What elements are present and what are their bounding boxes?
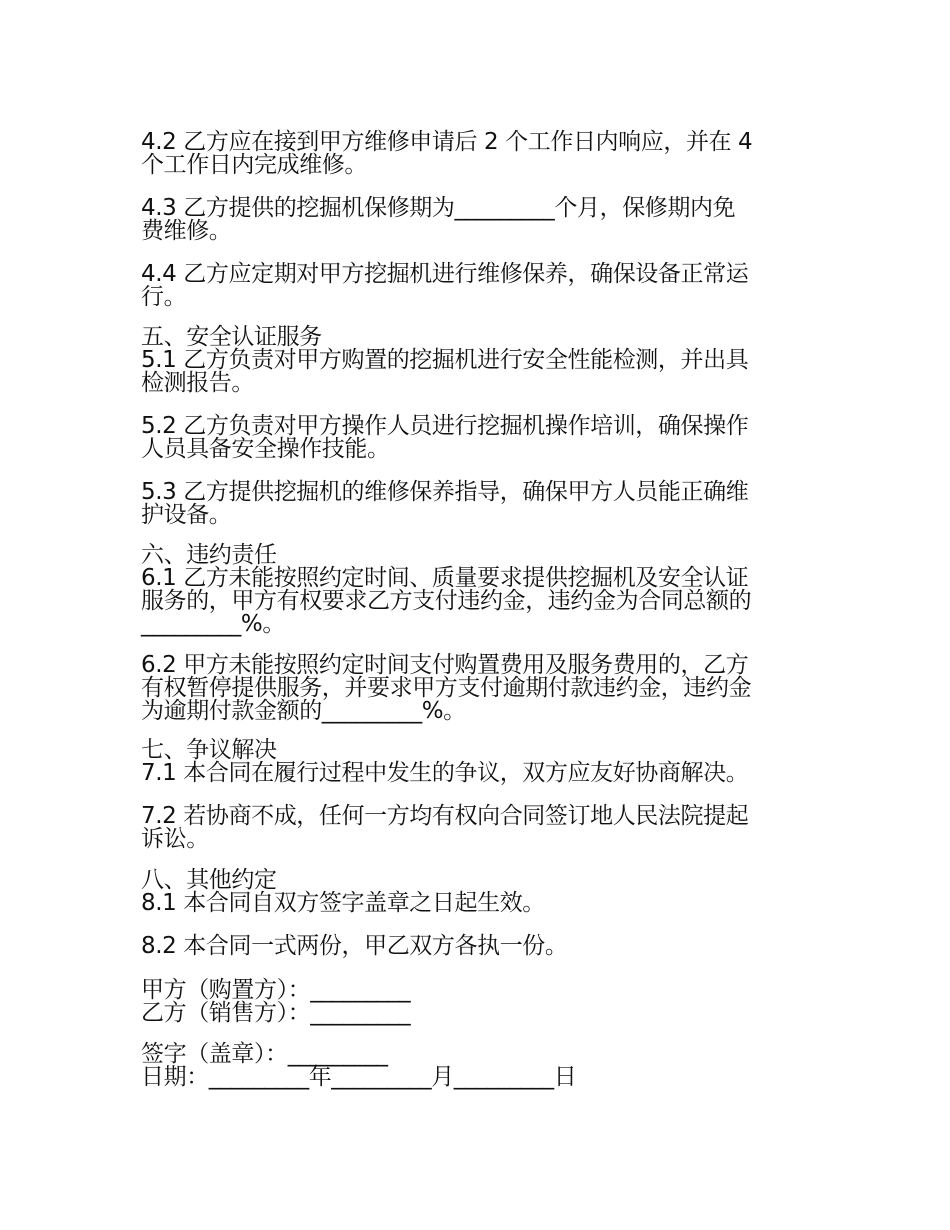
clause-4-4-line-1: 4.4 乙方应定期对甲方挖掘机进行维修保养，确保设备正常运 (141, 261, 749, 287)
section-heading-7: 七、争议解决 (141, 737, 277, 763)
clause-8-2: 8.2 本合同一式两份，甲乙双方各执一份。 (141, 933, 568, 959)
clause-7-2-line-2: 诉讼。 (141, 826, 209, 852)
clause-4-4-line-2: 行。 (141, 284, 187, 310)
date-line: 日期：_________年_________月_________日 (141, 1064, 577, 1090)
clause-6-1-line-2: 服务的，甲方有权要求乙方支付违约金，违约金为合同总额的 (141, 588, 752, 614)
party-a-signature-line: 甲方（购置方）：_________ (141, 977, 411, 1003)
clause-4-2-line-1: 4.2 乙方应在接到甲方维修申请后 2 个工作日内响应，并在 4 (141, 129, 753, 155)
section-heading-6: 六、违约责任 (141, 542, 277, 568)
clause-5-1-line-1: 5.1 乙方负责对甲方购置的挖掘机进行安全性能检测，并出具 (141, 347, 749, 373)
clause-5-1-line-2: 检测报告。 (141, 370, 255, 396)
clause-6-1-line-1: 6.1 乙方未能按照约定时间、质量要求提供挖掘机及安全认证 (141, 565, 749, 591)
clause-6-2-line-1: 6.2 甲方未能按照约定时间支付购置费用及服务费用的，乙方 (141, 652, 749, 678)
party-b-signature-line: 乙方（销售方）：_________ (141, 1000, 411, 1026)
signature-seal-line: 签字（盖章）：_________ (141, 1041, 388, 1067)
section-heading-5: 五、安全认证服务 (141, 324, 322, 350)
clause-5-2-line-1: 5.2 乙方负责对甲方操作人员进行挖掘机操作培训，确保操作 (141, 413, 749, 439)
clause-6-1-line-3: _________%。 (141, 611, 285, 637)
clause-6-2-line-2: 有权暂停提供服务，并要求甲方支付逾期付款违约金，违约金 (141, 675, 752, 701)
section-heading-8: 八、其他约定 (141, 867, 277, 893)
clause-4-2-line-2: 个工作日内完成维修。 (141, 152, 368, 178)
clause-4-3-line-1: 4.3 乙方提供的挖掘机保修期为_________个月，保修期内免 (141, 195, 736, 221)
clause-6-2-line-3: 为逾期付款金额的_________%。 (141, 698, 466, 724)
clause-5-2-line-2: 人员具备安全操作技能。 (141, 436, 390, 462)
clause-7-2-line-1: 7.2 若协商不成，任何一方均有权向合同签订地人民法院提起 (141, 803, 749, 829)
clause-5-3-line-2: 护设备。 (141, 502, 232, 528)
clause-4-3-line-2: 费维修。 (141, 218, 232, 244)
clause-5-3-line-1: 5.3 乙方提供挖掘机的维修保养指导，确保甲方人员能正确维 (141, 479, 749, 505)
clause-7-1: 7.1 本合同在履行过程中发生的争议，双方应友好协商解决。 (141, 760, 749, 786)
clause-8-1: 8.1 本合同自双方签字盖章之日起生效。 (141, 890, 545, 916)
